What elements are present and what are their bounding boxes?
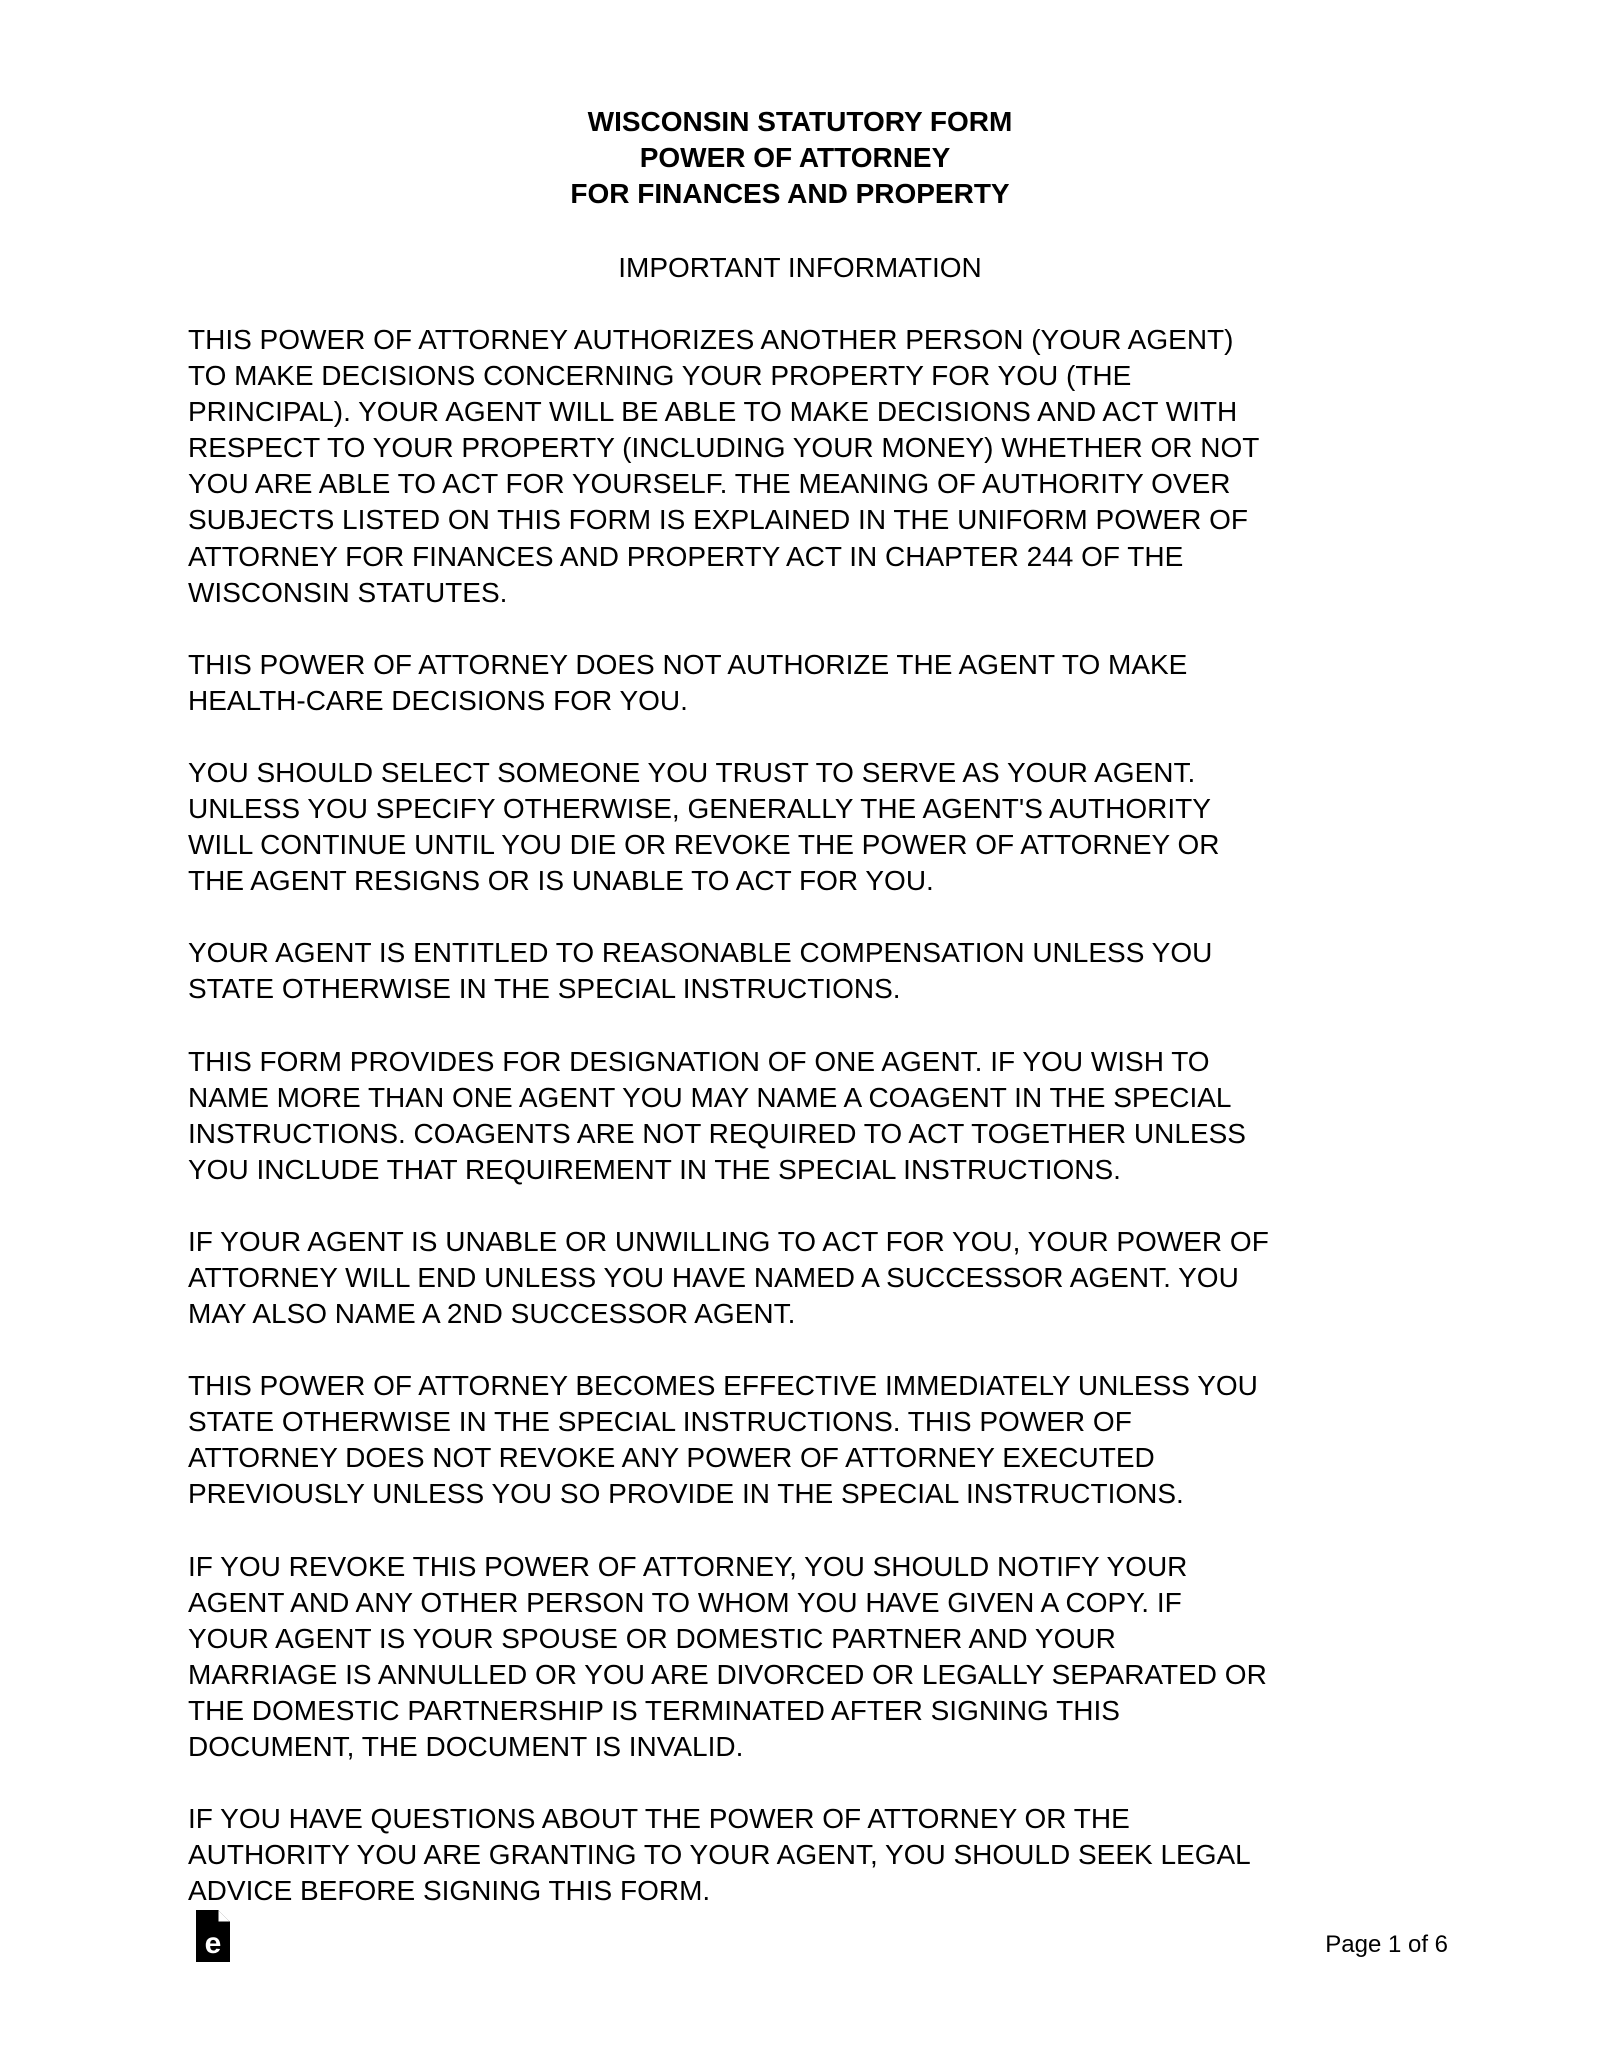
paragraph-line: YOU INCLUDE THAT REQUIREMENT IN THE SPECIAL INSTRUCTIONS.: [188, 1153, 1121, 1185]
paragraph-line: STATE OTHERWISE IN THE SPECIAL INSTRUCTIONS. THIS POWER OF: [188, 1406, 1132, 1438]
title-line: FOR FINANCES AND PROPERTY: [570, 178, 1010, 209]
section-subheading: IMPORTANT INFORMATION: [618, 252, 982, 283]
body-paragraph: [188, 322, 1428, 611]
paragraph-line: IF YOU HAVE QUESTIONS ABOUT THE POWER OF ATTORNEY OR THE: [188, 1803, 1130, 1835]
paragraph-line: THIS FORM PROVIDES FOR DESIGNATION OF ONE AGENT. IF YOU WISH TO: [188, 1045, 1210, 1077]
paragraph-line: ATTORNEY FOR FINANCES AND PROPERTY ACT IN CHAPTER 244 OF THE: [188, 540, 1184, 572]
paragraph-line: MAY ALSO NAME A 2ND SUCCESSOR AGENT.: [188, 1298, 796, 1330]
document-e-logo-icon: [196, 1910, 230, 1962]
paragraph-line: YOUR AGENT IS ENTITLED TO REASONABLE COMPENSATION UNLESS YOU: [188, 937, 1213, 969]
document-title: [0, 104, 1600, 212]
paragraph-line: TO MAKE DECISIONS CONCERNING YOUR PROPERTY FOR YOU (THE: [188, 360, 1132, 392]
paragraph-line: UNLESS YOU SPECIFY OTHERWISE, GENERALLY THE AGENT'S AUTHORITY: [188, 793, 1211, 825]
title-line: WISCONSIN STATUTORY FORM: [587, 106, 1013, 137]
body-paragraph: [188, 1549, 1428, 1766]
document-body: [188, 322, 1428, 1945]
paragraph-line: PRINCIPAL). YOUR AGENT WILL BE ABLE TO MAKE DECISIONS AND ACT WITH: [188, 396, 1238, 428]
paragraph-line: YOU ARE ABLE TO ACT FOR YOURSELF. THE MEANING OF AUTHORITY OVER: [188, 468, 1231, 500]
body-paragraph: [188, 1224, 1428, 1332]
paragraph-line: DOCUMENT, THE DOCUMENT IS INVALID.: [188, 1731, 744, 1762]
svg-text:e: e: [204, 1927, 222, 1960]
page-number: Page 1 of 6: [1325, 1931, 1448, 1958]
paragraph-line: HEALTH-CARE DECISIONS FOR YOU.: [188, 684, 688, 716]
body-paragraph: [188, 1368, 1428, 1512]
body-paragraph: [188, 1044, 1428, 1188]
body-paragraph: [188, 1801, 1428, 1909]
paragraph-line: THIS POWER OF ATTORNEY BECOMES EFFECTIVE IMMEDIATELY UNLESS YOU: [188, 1370, 1258, 1402]
body-paragraph: [188, 935, 1428, 1007]
paragraph-line: MARRIAGE IS ANNULLED OR YOU ARE DIVORCED OR LEGALLY SEPARATED OR: [188, 1658, 1267, 1690]
paragraph-line: PREVIOUSLY UNLESS YOU SO PROVIDE IN THE SPECIAL INSTRUCTIONS.: [188, 1478, 1184, 1510]
paragraph-line: STATE OTHERWISE IN THE SPECIAL INSTRUCTIONS.: [188, 973, 901, 1005]
paragraph-line: IF YOUR AGENT IS UNABLE OR UNWILLING TO ACT FOR YOU, YOUR POWER OF: [188, 1225, 1269, 1257]
paragraph-line: THIS POWER OF ATTORNEY DOES NOT AUTHORIZE THE AGENT TO MAKE: [188, 648, 1188, 680]
paragraph-line: ATTORNEY WILL END UNLESS YOU HAVE NAMED A SUCCESSOR AGENT. YOU: [188, 1261, 1239, 1293]
paragraph-line: ATTORNEY DOES NOT REVOKE ANY POWER OF ATTORNEY EXECUTED: [188, 1442, 1155, 1474]
paragraph-line: YOUR AGENT IS YOUR SPOUSE OR DOMESTIC PARTNER AND YOUR: [188, 1622, 1116, 1654]
title-line: POWER OF ATTORNEY: [639, 142, 951, 173]
paragraph-line: NAME MORE THAN ONE AGENT YOU MAY NAME A COAGENT IN THE SPECIAL: [188, 1081, 1232, 1113]
paragraph-line: ADVICE BEFORE SIGNING THIS FORM.: [188, 1875, 711, 1907]
paragraph-line: THE DOMESTIC PARTNERSHIP IS TERMINATED AFTER SIGNING THIS: [188, 1694, 1120, 1726]
paragraph-line: THE AGENT RESIGNS OR IS UNABLE TO ACT FOR YOU.: [188, 865, 934, 897]
paragraph-line: YOU SHOULD SELECT SOMEONE YOU TRUST TO SERVE AS YOUR AGENT.: [188, 756, 1196, 788]
body-paragraph: [188, 647, 1428, 719]
body-paragraph: [188, 755, 1428, 899]
paragraph-line: WILL CONTINUE UNTIL YOU DIE OR REVOKE THE POWER OF ATTORNEY OR: [188, 829, 1220, 861]
paragraph-line: IF YOU REVOKE THIS POWER OF ATTORNEY, YOU SHOULD NOTIFY YOUR: [188, 1550, 1188, 1582]
paragraph-line: RESPECT TO YOUR PROPERTY (INCLUDING YOUR MONEY) WHETHER OR NOT: [188, 432, 1260, 464]
paragraph-line: INSTRUCTIONS. COAGENTS ARE NOT REQUIRED TO ACT TOGETHER UNLESS: [188, 1117, 1246, 1149]
paragraph-line: THIS POWER OF ATTORNEY AUTHORIZES ANOTHER PERSON (YOUR AGENT): [188, 324, 1234, 355]
paragraph-line: AUTHORITY YOU ARE GRANTING TO YOUR AGENT, YOU SHOULD SEEK LEGAL: [188, 1839, 1251, 1871]
paragraph-line: SUBJECTS LISTED ON THIS FORM IS EXPLAINED IN THE UNIFORM POWER OF: [188, 504, 1248, 536]
paragraph-line: WISCONSIN STATUTES.: [188, 576, 508, 608]
paragraph-line: AGENT AND ANY OTHER PERSON TO WHOM YOU HAVE GIVEN A COPY. IF: [188, 1586, 1182, 1618]
